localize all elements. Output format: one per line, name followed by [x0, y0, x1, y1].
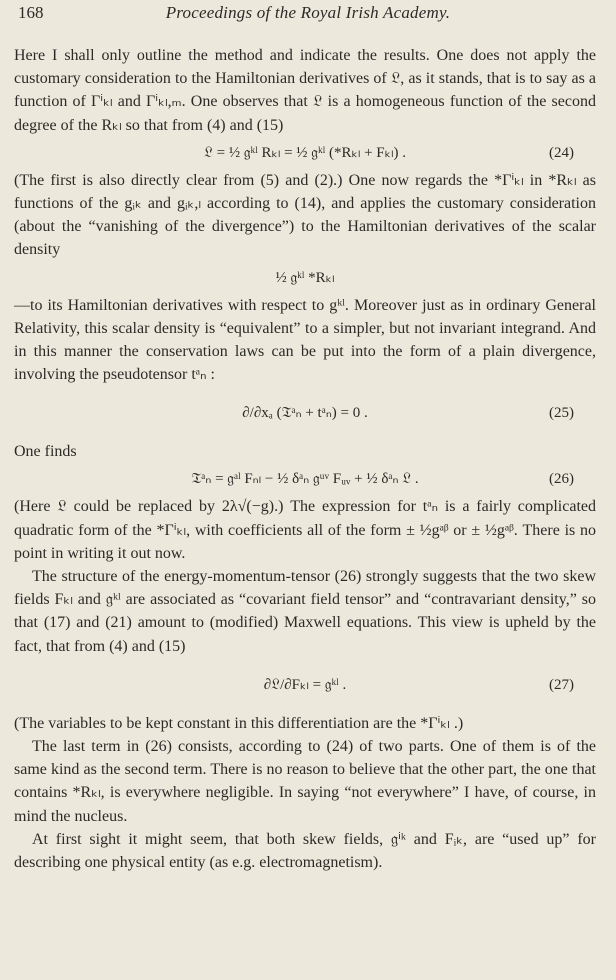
paragraph: One finds	[14, 443, 77, 461]
equation-body: ½ 𝔤ᵏˡ *Rₖₗ	[275, 269, 335, 286]
paragraph: Here I shall only outline the method and indicate the results. One does not apply the customary consideration to the Hamiltonian derivatives of 𝔏, as it stands, that is to say as a function of Γⁱₖₗ and Γⁱₖₗ,ₘ. One observes that 𝔏 is a homogeneous function of the second degree of the Rₖₗ so that from (4) and (15)	[14, 47, 596, 134]
equation-number: (27)	[549, 676, 574, 693]
equation-24	[14, 137, 596, 169]
equation-26	[14, 463, 596, 495]
paragraph: At first sight it might seem, that both skew fields, 𝔤ⁱᵏ and Fᵢₖ, are “used up” for describing one physical entity (as e.g. electromagnetism).	[14, 830, 596, 872]
equation-27	[14, 658, 596, 712]
paragraph: (Here 𝔏 could be replaced by 2λ√(−g).) The expression for tᵃₙ is a fairly complicated quadratic form of the *Γⁱₖₗ, with coefficients all of the form ± ½gᵃᵝ or ± ½gᵃᵝ. There is no point in writing it out now.	[14, 498, 596, 562]
page-number: 168	[18, 3, 44, 22]
paragraph: (The first is also directly clear from (5) and (2).) One now regards the *Γⁱₖₗ in *Rₖₗ as functions of the gᵢₖ and gᵢₖ,ₗ according to (14), and applies the customary consideration (about the “vanishing of the divergence”) to the Hamiltonian derivatives of the scalar density	[14, 171, 596, 259]
equation-body: 𝔏 = ½ 𝔤ᵏˡ Rₖₗ = ½ 𝔤ᵏˡ (*Rₖₗ + Fₖₗ) .	[203, 144, 407, 161]
running-header	[0, 3, 616, 27]
body-text	[14, 44, 596, 874]
equation-body: ∂/∂xₐ (𝔗ᵃₙ + tᵃₙ) = 0 .	[242, 405, 368, 422]
paragraph: The structure of the energy-momentum-tensor (26) strongly suggests that the two skew fields Fₖₗ and 𝔤ᵏˡ are associated as “covariant field tensor” and “contravariant density,” so that (17) and (21) amount to (modified) Maxwell equations. This view is upheld by the fact, that from (4) and (15)	[14, 568, 596, 655]
equation-number: (26)	[549, 471, 574, 488]
equation-number: (24)	[549, 144, 574, 161]
equation-25	[14, 386, 596, 440]
running-title: Proceedings of the Royal Irish Academy.	[165, 3, 451, 22]
paragraph: (The variables to be kept constant in this differentiation are the *Γⁱₖₗ .)	[14, 714, 464, 732]
equation-body: ∂𝔏/∂Fₖₗ = 𝔤ᵏˡ .	[263, 676, 347, 693]
equation-scalar-density	[14, 262, 596, 294]
paragraph: —to its Hamiltonian derivatives with respect to gᵏˡ. Moreover just as in ordinary General Relativity, this scalar density is “equivalent” to a simpler, but not invariant integrand. And in this manner the conservation laws can be put into the form of a plain divergence, involving the pseudotensor tᵃₙ :	[14, 296, 596, 384]
paragraph: The last term in (26) consists, according to (24) of two parts. One of them is of the same kind as the second term. There is no reason to believe that the other part, the one that contains *Rₖₗ, is everywhere negligible. In saying “not everywhere” I have, of course, in mind the nucleus.	[14, 738, 596, 825]
equation-body: 𝔗ᵃₙ = 𝔤ᵃˡ Fₙₗ − ½ δᵃₙ 𝔤ᵘᵛ Fᵤᵥ + ½ δᵃₙ 𝔏 .	[191, 471, 419, 488]
equation-number: (25)	[549, 405, 574, 422]
